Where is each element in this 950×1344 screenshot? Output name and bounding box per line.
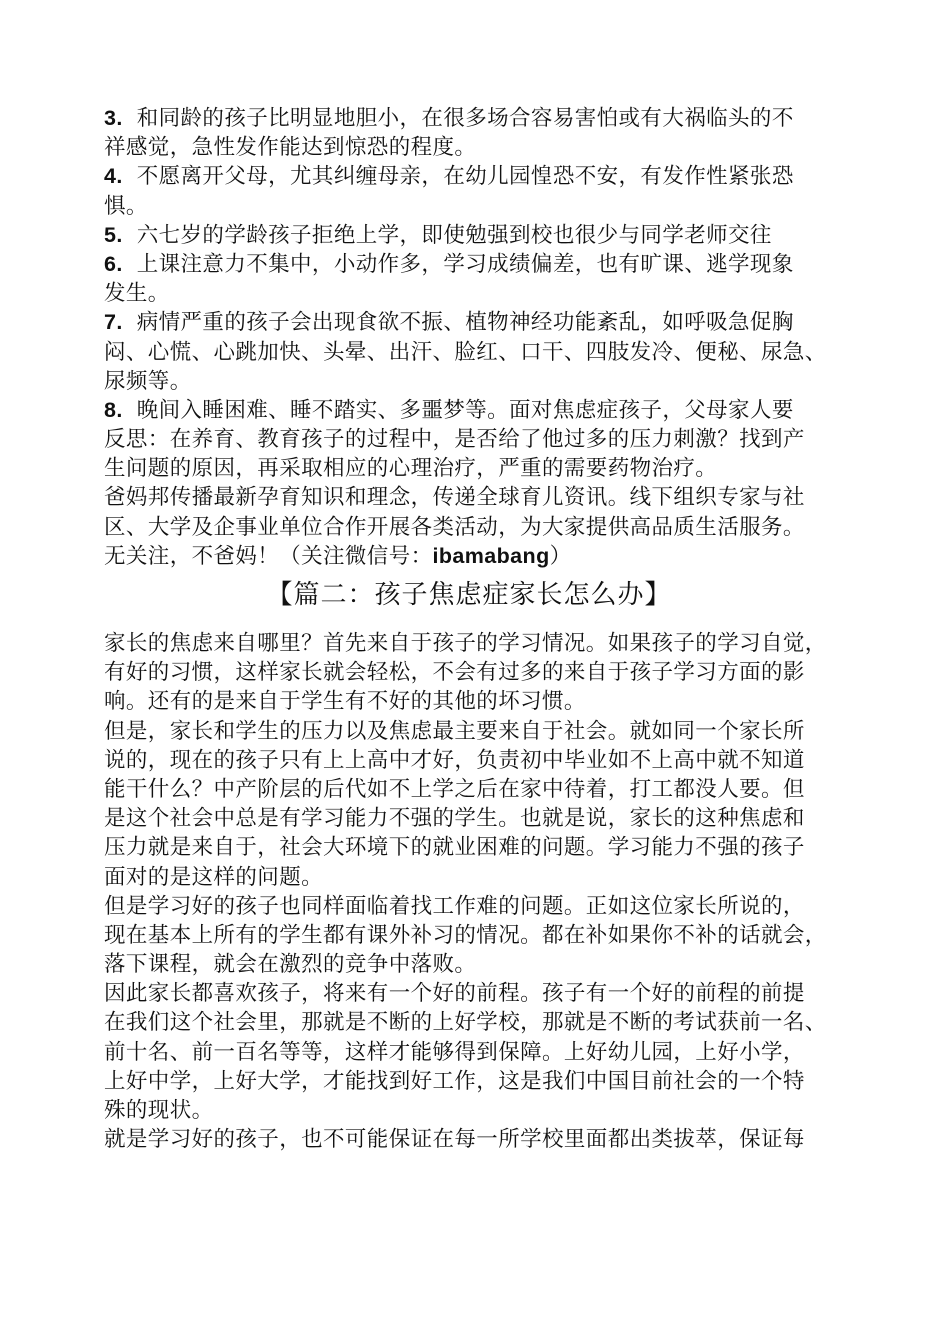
- paragraph-line: 有好的习惯，这样家长就会轻松，不会有过多的来自于孩子学习方面的影: [104, 660, 805, 686]
- promo-line-1: 爸妈邦传播最新孕育知识和理念，传递全球育儿资讯。线下组织专家与社: [104, 485, 805, 511]
- paragraph-line: 前十名、前一百名等等，这样才能够得到保障。上好幼儿园，上好小学，: [104, 1039, 805, 1065]
- item-number: 7.: [104, 310, 123, 335]
- paragraph-line: 能干什么？中产阶层的后代如不上学之后在家中待着，打工都没人要。但: [104, 776, 805, 802]
- item-number: 3.: [104, 106, 123, 130]
- section-heading: 【篇二：孩子焦虑症家长怎么办】: [266, 580, 672, 610]
- paragraph-line: 在我们这个社会里，那就是不断的上好学校，那就是不断的考试获前一名、: [104, 1010, 827, 1036]
- paragraph-line: 但是学习好的孩子也同样面临着找工作难的问题。正如这位家长所说的，: [104, 893, 805, 919]
- list-item-3-line-1: [104, 104, 874, 133]
- body-paragraph-3: [104, 892, 874, 980]
- paragraph-line: 落下课程，就会在激烈的竞争中落败。: [104, 952, 477, 978]
- promo-line-2: 区、大学及企事业单位合作开展各类活动，为大家提供高品质生活服务。: [104, 514, 805, 540]
- item-number: 6.: [104, 251, 123, 276]
- body-paragraph-5: [104, 1125, 874, 1154]
- wechat-id: ibamabang: [432, 543, 550, 568]
- item-text: 和同龄的孩子比明显地胆小，在很多场合容易害怕或有大祸临头的不: [136, 106, 794, 131]
- paragraph-line: 但是，家长和学生的压力以及焦虑最主要来自于社会。就如同一个家长所: [104, 718, 805, 744]
- item-text: 六七岁的学龄孩子拒绝上学，即使勉强到校也很少与同学老师交往: [136, 222, 772, 248]
- promo-close-paren: ）: [549, 543, 572, 569]
- list-item-6-line-1: [104, 250, 874, 279]
- item-text: 晚间入睡困难、睡不踏实、多噩梦等。面对焦虑症孩子，父母家人要: [136, 397, 794, 423]
- paragraph-line: 就是学习好的孩子，也不可能保证在每一所学校里面都出类拔萃，保证每: [104, 1127, 805, 1153]
- item-number: 4.: [104, 164, 123, 189]
- list-item-7-line-2: 闷、心慌、心跳加快、头晕、出汗、脸红、口干、四肢发冷、便秘、尿急、: [104, 339, 827, 365]
- list-item-8-line-3: 生问题的原因，再采取相应的心理治疗，严重的需要药物治疗。: [104, 456, 718, 482]
- paragraph-line: 殊的现状。: [104, 1098, 214, 1123]
- item-text: 病情严重的孩子会出现食欲不振、植物神经功能紊乱，如呼吸急促胸: [136, 310, 794, 336]
- item-number: 8.: [104, 397, 123, 422]
- item-text: 不愿离开父母，尤其纠缠母亲，在幼儿园惶恐不安，有发作性紧张恐: [136, 164, 794, 190]
- symptom-list: [104, 104, 874, 483]
- list-item-7-line-1: [104, 308, 874, 337]
- body-paragraph-4: [104, 979, 874, 1125]
- paragraph-line: 家长的焦虑来自哪里？首先来自于孩子的学习情况。如果孩子的学习自觉，: [104, 631, 827, 656]
- list-item-4-line-2: 惧。: [104, 193, 148, 219]
- paragraph-line: 是这个社会中总是有学习能力不强的学生。也就是说，家长的这种焦虑和: [104, 806, 805, 832]
- promo-text: 无关注，不爸妈！（关注微信号：: [104, 543, 433, 569]
- body-paragraph-1: [104, 629, 874, 717]
- body-paragraph-2: [104, 717, 874, 892]
- paragraph-line: 压力就是来自于，社会大环境下的就业困难的问题。学习能力不强的孩子: [104, 835, 805, 861]
- list-item-5-line-1: [104, 221, 874, 250]
- list-item-7-line-3: 尿频等。: [104, 368, 192, 394]
- paragraph-line: 因此家长都喜欢孩子，将来有一个好的前程。孩子有一个好的前程的前提: [104, 981, 805, 1007]
- item-text: 上课注意力不集中，小动作多，学习成绩偏差，也有旷课、逃学现象: [136, 251, 794, 277]
- paragraph-line: 面对的是这样的问题。: [104, 864, 324, 890]
- document-page: [104, 104, 874, 1154]
- list-item-4-line-1: [104, 162, 874, 191]
- list-item-6-line-2: 发生。: [104, 281, 170, 307]
- promo-line-3: [104, 542, 874, 571]
- paragraph-line: 现在基本上所有的学生都有课外补习的情况。都在补如果你不补的话就会，: [104, 922, 827, 948]
- list-item-8-line-1: [104, 396, 874, 425]
- paragraph-line: 说的，现在的孩子只有上上高中才好，负责初中毕业如不上高中就不知道: [104, 747, 805, 773]
- paragraph-line: 响。还有的是来自于学生有不好的其他的坏习惯。: [104, 689, 586, 715]
- list-item-3-line-2: 祥感觉，急性发作能达到惊恐的程度。: [104, 135, 477, 161]
- paragraph-line: 上好中学，上好大学，才能找到好工作，这是我们中国目前社会的一个特: [104, 1068, 805, 1094]
- item-number: 5.: [104, 222, 123, 247]
- list-item-8-line-2: 反思：在养育、教育孩子的过程中，是否给了他过多的压力刺激？找到产: [104, 427, 805, 453]
- promo-paragraph: [104, 483, 874, 571]
